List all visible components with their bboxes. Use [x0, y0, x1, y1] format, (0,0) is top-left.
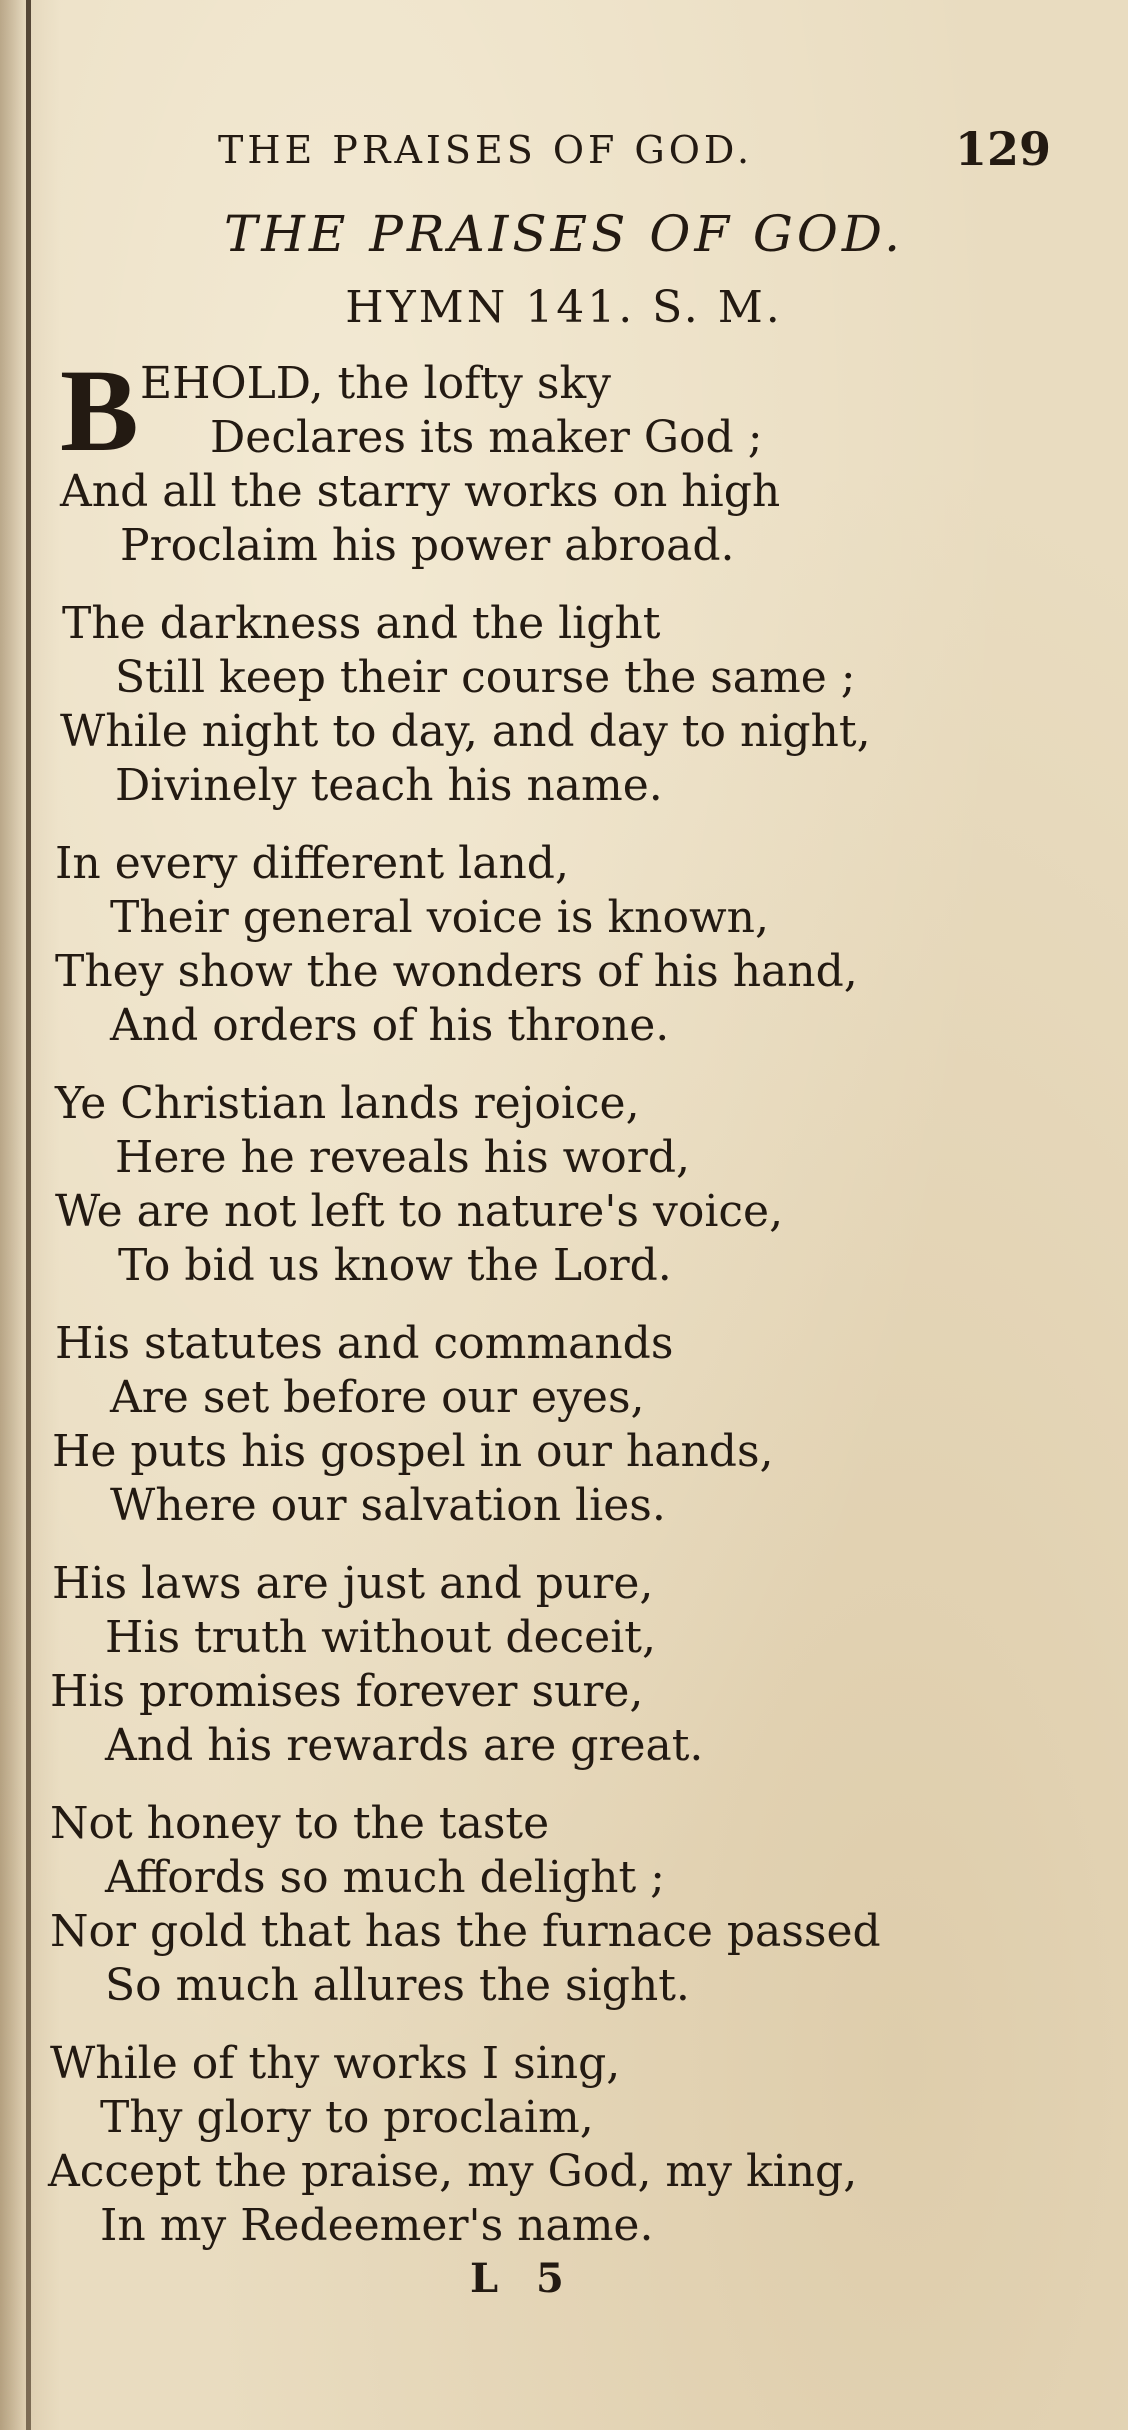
verse-line: Nor gold that has the furnace passed: [50, 1906, 881, 1957]
verse-line: While of thy works I sing,: [50, 2038, 621, 2089]
page-gutter-shadow: [0, 0, 24, 2430]
page-number: 129: [955, 122, 1052, 176]
running-head: THE PRAISES OF GOD.: [218, 128, 754, 172]
verse-line: We are not left to nature's voice,: [55, 1186, 784, 1237]
hymn-title: THE PRAISES OF GOD.: [223, 205, 905, 263]
verse-line: To bid us know the Lord.: [118, 1240, 672, 1291]
verse-line: His promises forever sure,: [50, 1666, 644, 1717]
verse-line: While night to day, and day to night,: [60, 706, 871, 757]
verse-line: His statutes and commands: [55, 1318, 674, 1369]
signature-mark: L 5: [470, 2255, 576, 2302]
verse-line: He puts his gospel in our hands,: [52, 1426, 774, 1477]
verse-line: They show the wonders of his hand,: [55, 946, 858, 997]
verse-line: The darkness and the light: [62, 598, 661, 649]
verse-line: Declares its maker God ;: [210, 412, 763, 463]
verse-line: Here he reveals his word,: [115, 1132, 690, 1183]
verse-line: Thy glory to proclaim,: [100, 2092, 594, 2143]
verse-line: Still keep their course the same ;: [115, 652, 856, 703]
verse-line: In every different land,: [55, 838, 569, 889]
verse-line: Their general voice is known,: [110, 892, 769, 943]
drop-cap-initial: B: [60, 345, 139, 476]
verse-line: Accept the praise, my God, my king,: [48, 2146, 858, 2197]
verse-line: Affords so much delight ;: [105, 1852, 665, 1903]
verse-line: Divinely teach his name.: [115, 760, 663, 811]
verse-line: EHOLD, the lofty sky: [140, 358, 611, 409]
verse-line: Ye Christian lands rejoice,: [55, 1078, 640, 1129]
verse-line: And orders of his throne.: [110, 1000, 670, 1051]
verse-line: Proclaim his power abroad.: [120, 520, 735, 571]
verse-line: And all the starry works on high: [60, 466, 781, 517]
binding-edge: [26, 0, 31, 2430]
verse-line: Not honey to the taste: [50, 1798, 550, 1849]
verse-line: So much allures the sight.: [105, 1960, 690, 2011]
verse-line: Where our salvation lies.: [110, 1480, 666, 1531]
verse-line: Are set before our eyes,: [110, 1372, 645, 1423]
verse-line: In my Redeemer's name.: [100, 2200, 654, 2251]
verse-line: His truth without deceit,: [105, 1612, 656, 1663]
verse-line: And his rewards are great.: [105, 1720, 704, 1771]
hymn-number-meter: HYMN 141. S. M.: [345, 282, 783, 333]
verse-line: His laws are just and pure,: [52, 1558, 654, 1609]
